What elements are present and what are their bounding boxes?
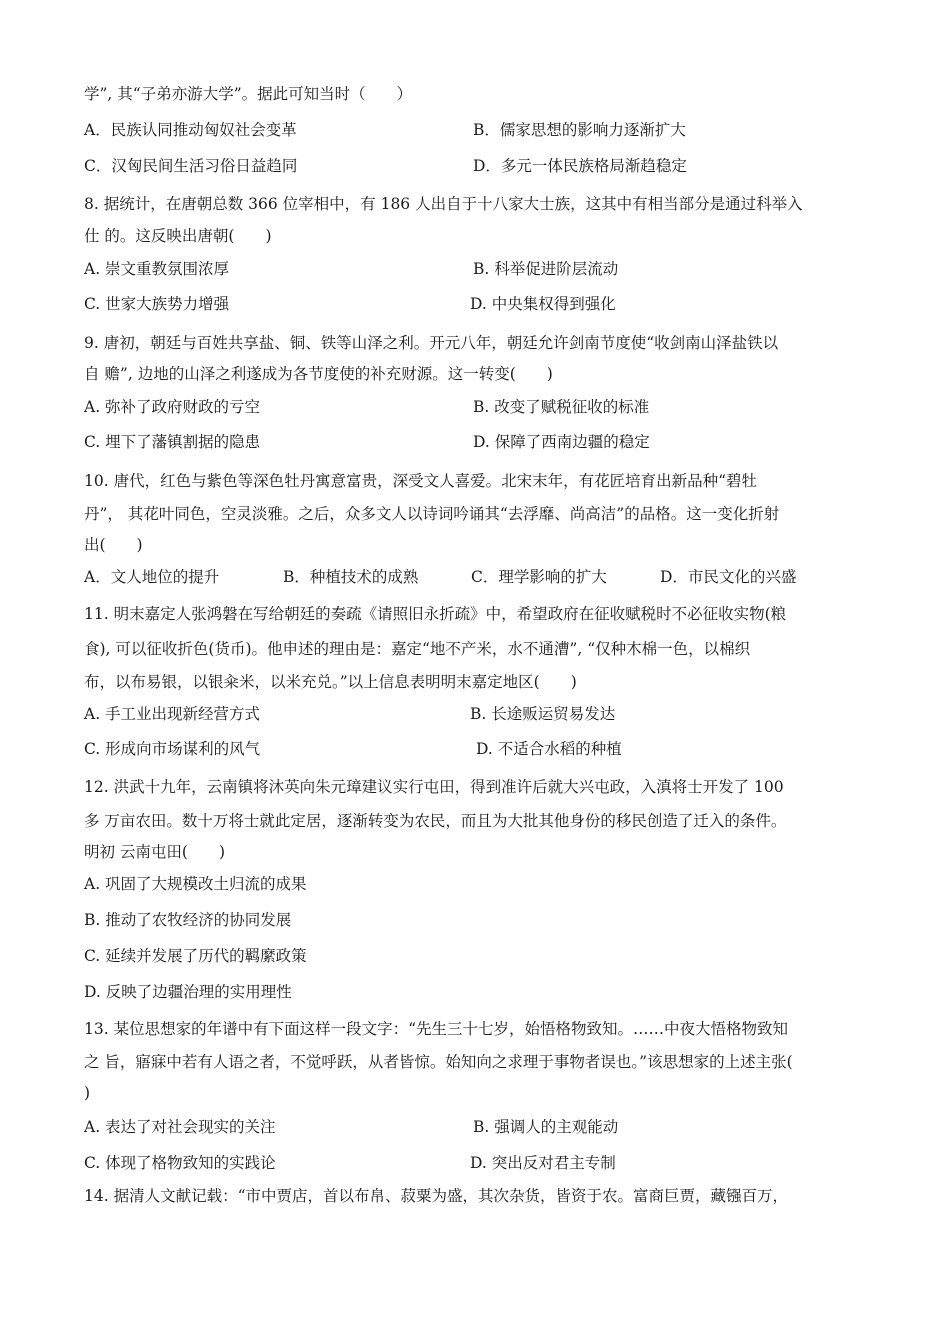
question-12-stem-3: 明初 云南屯田( )	[84, 843, 226, 861]
q9-option-d: D. 保障了西南边疆的稳定	[473, 433, 650, 451]
q8-option-d: D. 中央集权得到强化	[470, 295, 616, 313]
question-7-stem-end: 学”, 其“子弟亦游大学”。据此可知当时（ ）	[84, 85, 413, 103]
question-12-stem-2: 多 万亩农田。数十万将士就此定居，逐渐转变为农民，而且为大批其他身份的移民创造了迁入的条件。	[84, 812, 787, 830]
q11-option-b: B. 长途贩运贸易发达	[470, 705, 616, 723]
q11-option-a: A. 手工业出现新经营方式	[84, 705, 261, 723]
q12-option-b: B. 推动了农牧经济的协同发展	[84, 911, 292, 929]
question-9-stem-2: 自 赡”, 边地的山泽之利遂成为各节度使的补充财源。这一转变( )	[84, 365, 553, 383]
q9-option-c: C. 埋下了藩镇割据的隐患	[84, 433, 261, 451]
q8-option-b: B. 科举促进阶层流动	[473, 260, 619, 278]
question-12-stem: 12. 洪武十九年，云南镇将沐英向朱元璋建议实行屯田，得到准许后就大兴屯政，入滇将士开发了 100	[84, 778, 784, 796]
question-11-stem-2: 食), 可以征收折色(货币)。他申述的理由是：嘉定“地不产米，水不通漕”, “仅种木棉一色，以棉织	[84, 640, 751, 658]
q10-option-c: C．理学影响的扩大	[471, 568, 607, 586]
q12-option-a: A. 巩固了大规模改土归流的成果	[84, 875, 307, 893]
q7-option-c: C．汉匈民间生活习俗日益趋同	[84, 157, 298, 175]
question-9-stem: 9. 唐初，朝廷与百姓共享盐、铜、铁等山泽之利。开元八年，朝廷允许剑南节度使“收剑南山泽盐铁以	[84, 334, 779, 352]
q10-option-a: A．文人地位的提升	[84, 568, 220, 586]
q7-option-b: B．儒家思想的影响力逐渐扩大	[473, 121, 686, 139]
q13-option-d: D. 突出反对君主专制	[470, 1154, 616, 1172]
q9-option-b: B. 改变了赋税征收的标准	[473, 398, 650, 416]
question-10-stem-2: 丹”， 其花叶同色，空灵淡雅。之后，众多文人以诗词吟诵其“去浮靡、尚高洁”的品格。这一变化折射	[84, 505, 780, 523]
question-11-stem-3: 布，以布易银，以银籴米，以米充兑。”以上信息表明明末嘉定地区( )	[84, 673, 577, 691]
q13-option-b: B. 强调人的主观能动	[473, 1118, 619, 1136]
question-13-stem-2: 之 旨，寤寐中若有人语之者，不觉呼跃，从者皆惊。始知向之求理于事物者误也。”该思想家的上述主张(	[84, 1053, 793, 1071]
q11-option-d: D. 不适合水稻的种植	[476, 740, 622, 758]
question-13-stem: 13. 某位思想家的年谱中有下面这样一段文字：“先生三十七岁，始悟格物致知。……中夜大悟格物致知	[84, 1020, 789, 1038]
q7-option-a: A．民族认同推动匈奴社会变革	[84, 121, 297, 139]
q7-option-d: D．多元一体民族格局渐趋稳定	[473, 157, 687, 175]
q13-option-a: A. 表达了对社会现实的关注	[84, 1118, 276, 1136]
question-10-stem-3: 出( )	[84, 536, 143, 554]
q10-option-b: B．种植技术的成熟	[283, 568, 419, 586]
question-8-stem: 8. 据统计，在唐朝总数 366 位宰相中，有 186 人出自于十八家大士族，这其中有相当部分是通过科举入	[84, 195, 803, 213]
q11-option-c: C. 形成向市场谋利的风气	[84, 740, 261, 758]
question-14-stem: 14. 据清人文献记载：“市中贾店，首以布帛、菽粟为盛，其次杂货，皆资于农。富商巨贾，藏镪百万，	[84, 1187, 789, 1205]
question-11-stem: 11. 明末嘉定人张鸿磐在写给朝廷的奏疏《请照旧永折疏》中，希望政府在征收赋税时不必征收实物(粮	[84, 605, 787, 623]
q9-option-a: A. 弥补了政府财政的亏空	[84, 398, 261, 416]
q8-option-a: A. 崇文重教氛围浓厚	[84, 260, 230, 278]
q12-option-c: C. 延续并发展了历代的羁縻政策	[84, 947, 307, 965]
question-13-stem-3: )	[84, 1084, 91, 1102]
q10-option-d: D．市民文化的兴盛	[660, 568, 797, 586]
question-10-stem: 10. 唐代，红色与紫色等深色牡丹寓意富贵，深受文人喜爱。北宋末年，有花匠培育出新品种“碧牡	[84, 472, 758, 490]
q12-option-d: D. 反映了边疆治理的实用理性	[84, 983, 292, 1001]
q13-option-c: C. 体现了格物致知的实践论	[84, 1154, 276, 1172]
q8-option-c: C. 世家大族势力增强	[84, 295, 230, 313]
question-8-stem-2: 仕 的。这反映出唐朝( )	[84, 227, 272, 245]
